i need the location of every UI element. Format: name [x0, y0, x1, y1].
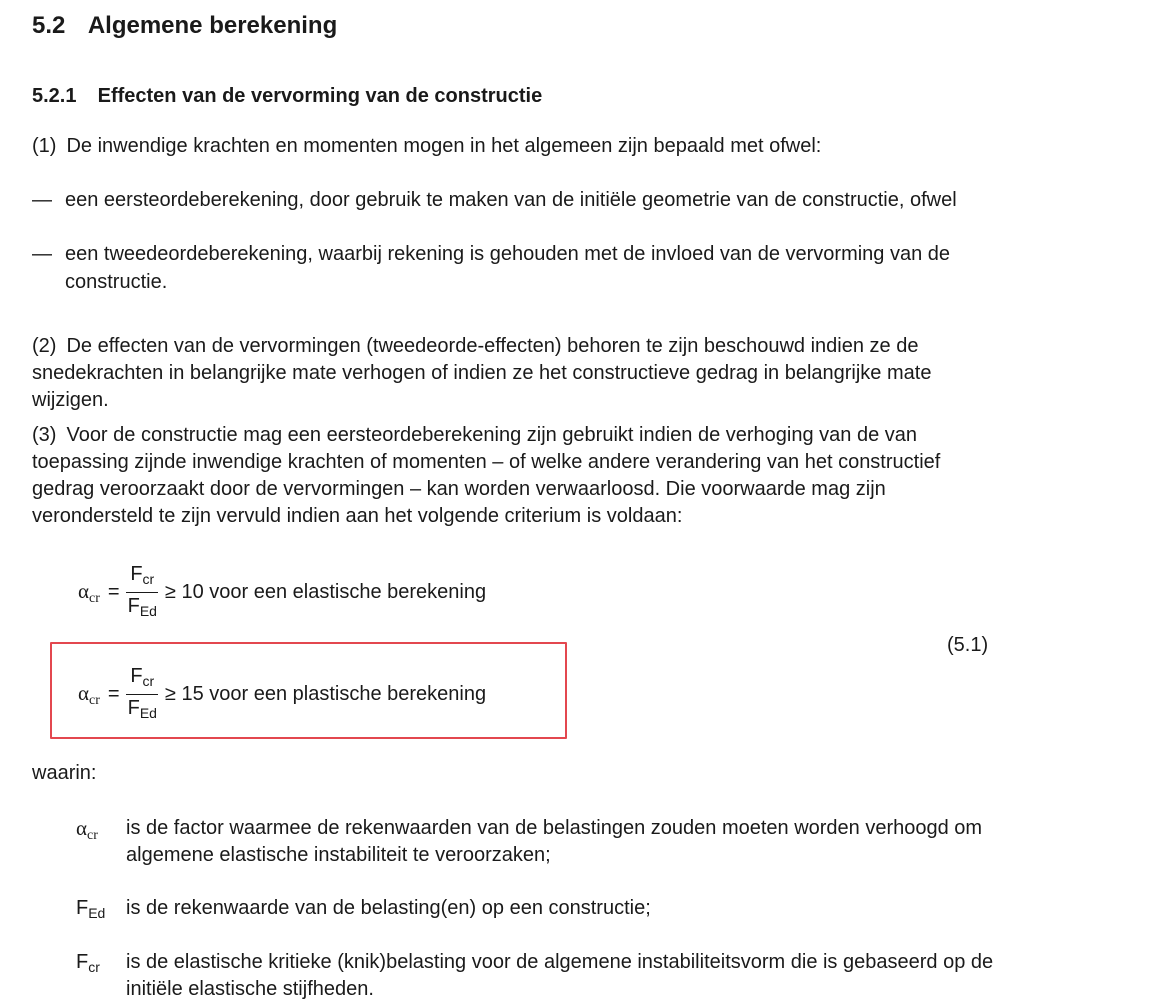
fraction-denominator: $F_{Ed}$: [127, 697, 157, 721]
fraction: [124, 665, 161, 724]
equation-condition: ≥ 15 voor een plastische berekening: [164, 683, 487, 705]
definition-symbol: $F_{Ed}$: [76, 897, 106, 921]
paragraph-line-3: wijzigen.: [32, 389, 109, 411]
equals-sign: =: [107, 683, 120, 705]
paragraph-1: [32, 133, 821, 160]
equals-sign: =: [107, 581, 120, 603]
definition-symbol: $\alpha_{cr}$: [76, 816, 98, 843]
subsection-title: Effecten van de vervorming van de constructie: [97, 85, 543, 107]
waarin-label: waarin:: [32, 762, 97, 784]
definition-f-cr: [76, 949, 1136, 1005]
section-heading: [32, 12, 337, 40]
definition-text: is de rekenwaarde van de belasting(en) op een constructie;: [126, 897, 651, 919]
bullet-text-line-2: constructie.: [65, 271, 168, 293]
paragraph-3: [32, 422, 1132, 530]
paragraph-line-1: Voor de constructie mag een eersteordeberekening zijn gebruikt indien de verhoging van de van: [66, 424, 918, 446]
section-title: Algemene berekening: [87, 12, 338, 39]
paragraph-line-4: verondersteld te zijn vervuld indien aan het volgende criterium is voldaan:: [32, 505, 683, 527]
alpha-symbol: $\alpha_{cr}$: [78, 680, 100, 708]
equation-plastic: [78, 665, 486, 724]
definition-symbol: $F_{cr}$: [76, 951, 100, 975]
equation-number: (5.1): [947, 634, 989, 656]
section-number: 5.2: [32, 12, 66, 39]
bullet-item-2: [32, 241, 1132, 297]
paragraph-number: (2): [32, 335, 57, 357]
paragraph-2: [32, 333, 1132, 414]
paragraph-line-2: snedekrachten in belangrijke mate verhogen of indien ze het constructieve gedrag in belangrijke mate: [32, 362, 932, 384]
equation-condition: ≥ 10 voor een elastische berekening: [164, 581, 487, 603]
bullet-text-line-1: een tweedeordeberekening, waarbij rekening is gehouden met de invloed van de vervorming van de: [65, 243, 951, 265]
fraction-denominator: $F_{Ed}$: [127, 595, 157, 619]
definition-text: is de factor waarmee de rekenwaarden van de belastingen zouden moeten worden verhoogd om algemene elastische instabiliteit te veroorzaken;: [126, 817, 983, 866]
fraction: [124, 563, 161, 622]
alpha-symbol: $\alpha_{cr}$: [78, 578, 100, 606]
subsection-heading: [32, 85, 542, 108]
bullet-text: een eersteordeberekening, door gebruik te maken van de initiële geometrie van de constructie, ofwel: [65, 189, 957, 211]
definition-alpha-cr: [76, 815, 1136, 871]
paragraph-number: (1): [32, 135, 57, 157]
definition-f-ed: [76, 895, 1136, 925]
fraction-numerator: $F_{cr}$: [126, 563, 158, 593]
dash-marker: —: [32, 189, 52, 211]
subsection-number: 5.2.1: [32, 85, 77, 107]
paragraph-line-2: toepassing zijnde inwendige krachten of momenten – of welke andere verandering van het constructief: [32, 451, 941, 473]
definition-text: is de elastische kritieke (knik)belasting voor de algemene instabiliteitsvorm die is gebaseerd op de initiële elastische stijfheden.: [126, 951, 994, 1000]
fraction-numerator: $F_{cr}$: [126, 665, 158, 695]
paragraph-line-1: De effecten van de vervormingen (tweedeorde-effecten) behoren te zijn beschouwd indien ze de: [66, 335, 919, 357]
dash-marker: —: [32, 243, 52, 265]
paragraph-number: (3): [32, 424, 57, 446]
equation-elastic: [78, 563, 486, 622]
paragraph-text: De inwendige krachten en momenten mogen in het algemeen zijn bepaald met ofwel:: [66, 135, 822, 157]
paragraph-line-3: gedrag veroorzaakt door de vervormingen – kan worden verwaarloosd. Die voorwaarde mag zijn: [32, 478, 886, 500]
